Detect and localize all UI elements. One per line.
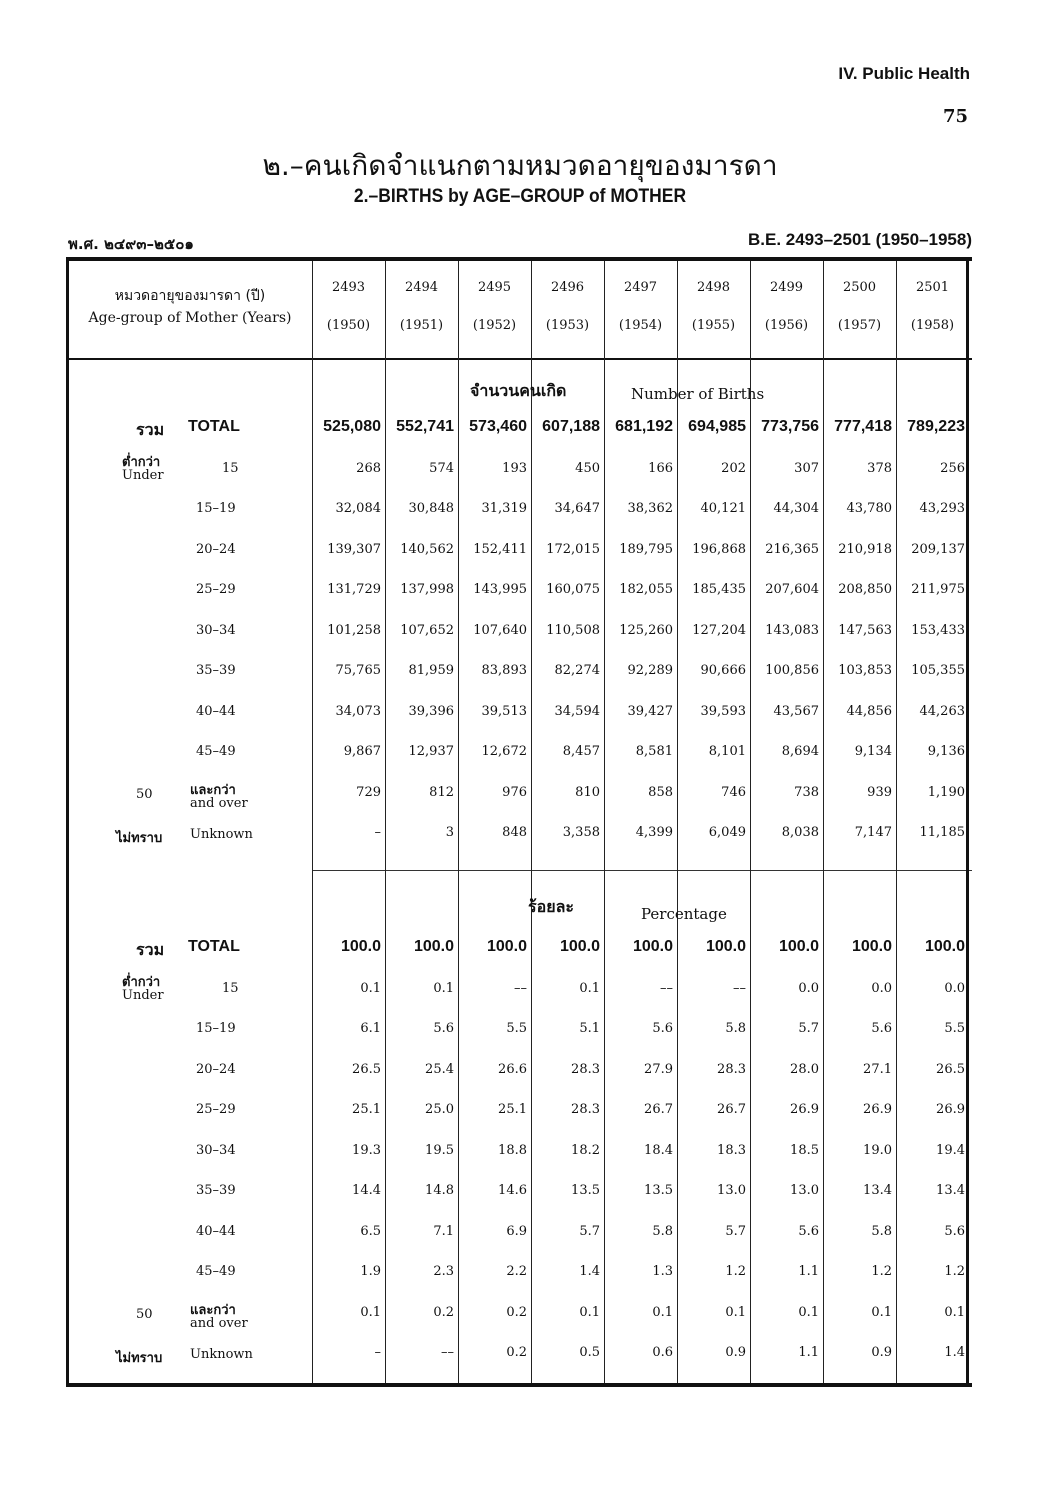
table-cell: 4,399 — [635, 825, 673, 840]
table-cell: 18.3 — [717, 1142, 746, 1158]
table-cell: 0.1 — [360, 980, 381, 996]
table-cell: 83,893 — [481, 663, 527, 678]
table-cell: 1.9 — [360, 1264, 381, 1279]
row-label-age: 45–49 — [196, 1264, 236, 1279]
table-cell: 525,080 — [323, 418, 381, 435]
year-ce-header: (1953) — [545, 318, 590, 333]
table-cell: 100.0 — [340, 938, 381, 955]
row-label-age: 45–49 — [196, 744, 236, 759]
section-title-english: Number of Births — [631, 385, 765, 403]
table-cell: 1.3 — [652, 1264, 673, 1279]
table-cell: 172,015 — [546, 541, 600, 557]
table-cell: 789,223 — [907, 418, 965, 435]
table-cell: 26.9 — [863, 1102, 892, 1117]
row-label-number: 50 — [136, 1306, 153, 1322]
table-cell: 5.8 — [871, 1223, 892, 1239]
table-cell: 8,101 — [708, 744, 746, 759]
row-label: Unknown — [190, 827, 253, 842]
table-cell: 210,918 — [838, 541, 892, 557]
row-label-age: 15 — [222, 460, 239, 476]
table-cell: 101,258 — [327, 622, 381, 638]
section-title-thai: ร้อยละ — [528, 897, 574, 916]
table-cell: 189,795 — [619, 541, 673, 557]
table-cell: 607,188 — [542, 418, 600, 435]
year-be-header: 2499 — [769, 280, 804, 295]
row-label-age: 40–44 — [196, 1223, 236, 1239]
table-cell: 143,083 — [765, 622, 819, 638]
table-cell: 2.2 — [506, 1264, 527, 1279]
table-cell: 34,594 — [554, 703, 600, 719]
table-cell: 256 — [940, 460, 965, 476]
table-cell: 127,204 — [692, 622, 746, 638]
table-cell: 450 — [575, 460, 600, 476]
year-be-header: 2494 — [404, 280, 439, 295]
table-cell: 1.2 — [944, 1264, 965, 1279]
table-cell: –– — [441, 1345, 454, 1360]
table-cell: 39,513 — [481, 703, 527, 719]
table-cell: 143,995 — [473, 582, 527, 597]
table-cell: 14.6 — [498, 1183, 527, 1198]
table-cell: 0.1 — [652, 1304, 673, 1320]
table-cell: 43,780 — [846, 501, 892, 516]
table-cell: 44,856 — [846, 703, 892, 719]
table-cell: 13.5 — [571, 1183, 600, 1198]
table-cell: 196,868 — [692, 541, 746, 557]
table-cell: 13.4 — [936, 1183, 965, 1198]
table-cell: 1.1 — [798, 1264, 819, 1279]
year-be-header: 2498 — [696, 280, 731, 295]
table-cell: 810 — [575, 784, 600, 800]
table-cell: 5.5 — [944, 1021, 965, 1036]
table-cell: 9,136 — [927, 744, 965, 759]
table-cell: 6.1 — [360, 1021, 381, 1036]
table-cell: 1.4 — [579, 1264, 600, 1279]
row-label-thai: ไม่ทราบ — [116, 831, 163, 846]
table-cell: 1,190 — [927, 784, 965, 800]
table-cell: 25.4 — [425, 1061, 454, 1077]
table-cell: 268 — [356, 460, 381, 476]
table-cell: 100.0 — [632, 938, 673, 955]
table-cell: 0.2 — [506, 1304, 527, 1320]
table-cell: 5.7 — [798, 1021, 819, 1036]
table-cell: 26.5 — [352, 1061, 381, 1077]
table-cell: 0.0 — [944, 980, 965, 996]
table-cell: 0.1 — [871, 1304, 892, 1320]
table-cell: 5.5 — [506, 1021, 527, 1036]
table-cell: 39,427 — [627, 703, 673, 719]
table-cell: 12,672 — [481, 744, 527, 759]
table-cell: 573,460 — [469, 418, 527, 435]
table-cell: 3,358 — [562, 825, 600, 840]
table-cell: 773,756 — [761, 418, 819, 435]
table-cell: 139,307 — [327, 541, 381, 557]
table-cell: 5.6 — [944, 1223, 965, 1239]
table-cell: 12,937 — [408, 744, 454, 759]
row-label-thai: ไม่ทราบ — [116, 1351, 163, 1366]
row-label-age: 20–24 — [196, 541, 236, 557]
table-cell: 43,567 — [773, 703, 819, 719]
year-be-header: 2496 — [550, 280, 585, 295]
table-cell: 8,581 — [635, 744, 673, 759]
table-cell: 939 — [867, 784, 892, 800]
table-cell: 105,355 — [911, 663, 965, 678]
table-right-border — [966, 257, 969, 1387]
table-cell: 18.4 — [644, 1142, 673, 1158]
table-cell: 185,435 — [692, 582, 746, 597]
table-cell: 92,289 — [627, 663, 673, 678]
year-ce-header: (1952) — [472, 318, 517, 333]
table-cell: 166 — [648, 460, 673, 476]
table-cell: 26.7 — [644, 1102, 673, 1117]
year-be-header: 2501 — [915, 280, 950, 295]
table-cell: – — [374, 1345, 381, 1360]
table-cell: 5.8 — [652, 1223, 673, 1239]
row-label-thai: ต่ำกว่า — [122, 454, 161, 470]
year-be-header: 2500 — [842, 280, 877, 295]
table-cell: –– — [660, 980, 673, 996]
table-cell: 18.8 — [498, 1142, 527, 1158]
table-cell: 18.2 — [571, 1142, 600, 1158]
page-number: 75 — [942, 106, 968, 127]
table-cell: 777,418 — [834, 418, 892, 435]
table-cell: 0.1 — [579, 980, 600, 996]
table-cell: 746 — [721, 784, 746, 800]
table-cell: 81,959 — [408, 663, 454, 678]
row-label-age: 15 — [222, 980, 239, 996]
period-english: B.E. 2493–2501 (1950–1958) — [747, 230, 972, 249]
table-cell: 0.9 — [725, 1345, 746, 1360]
table-cell: 82,274 — [554, 663, 600, 678]
row-label-number: 50 — [136, 786, 153, 802]
table-cell: 0.2 — [506, 1345, 527, 1360]
row-label-age: 30–34 — [196, 622, 236, 638]
table-cell: 38,362 — [627, 501, 673, 516]
table-cell: 207,604 — [765, 582, 819, 597]
table-cell: 100.0 — [924, 938, 965, 955]
table-cell: 976 — [502, 784, 527, 800]
table-cell: 39,396 — [408, 703, 454, 719]
row-label-age: 25–29 — [196, 582, 236, 597]
table-cell: 0.9 — [871, 1345, 892, 1360]
row-label-age: 20–24 — [196, 1061, 236, 1077]
table-cell: 44,304 — [773, 501, 819, 516]
table-cell: 0.1 — [944, 1304, 965, 1320]
table-cell: 858 — [648, 784, 673, 800]
table-cell: 307 — [794, 460, 819, 476]
table-cell: 13.0 — [790, 1183, 819, 1198]
table-cell: 5.6 — [433, 1021, 454, 1036]
table-cell: 26.6 — [498, 1061, 527, 1077]
table-cell: 209,137 — [911, 541, 965, 557]
table-cell: 137,998 — [400, 582, 454, 597]
table-cell: 208,850 — [838, 582, 892, 597]
table-cell: 5.6 — [871, 1021, 892, 1036]
row-label: TOTAL — [188, 938, 240, 955]
table-cell: 25.0 — [425, 1102, 454, 1117]
table-cell: 26.7 — [717, 1102, 746, 1117]
table-cell: 552,741 — [396, 418, 454, 435]
table-cell: 729 — [356, 784, 381, 800]
table-cell: 9,867 — [343, 744, 381, 759]
table-cell: 8,694 — [781, 744, 819, 759]
table-cell: 26.9 — [936, 1102, 965, 1117]
table-cell: 147,563 — [838, 622, 892, 638]
table-cell: 0.2 — [433, 1304, 454, 1320]
table-cell: 202 — [721, 460, 746, 476]
period-thai: พ.ศ. ๒๔๙๓–๒๕๐๑ — [68, 235, 194, 253]
table-cell: 100.0 — [778, 938, 819, 955]
table-cell: 14.4 — [352, 1183, 381, 1198]
table-bottom-rule — [66, 1383, 972, 1387]
table-cell: 0.1 — [725, 1304, 746, 1320]
table-title-english: 2.–BIRTHS by AGE–GROUP of MOTHER — [353, 186, 687, 207]
table-cell: 100.0 — [413, 938, 454, 955]
table-cell: 5.6 — [652, 1021, 673, 1036]
section-header: IV. Public Health — [838, 64, 970, 83]
row-label-age: 30–34 — [196, 1142, 236, 1158]
table-cell: 13.5 — [644, 1183, 673, 1198]
row-label-age: 35–39 — [196, 663, 236, 678]
row-label-age: 35–39 — [196, 1183, 236, 1198]
table-cell: 25.1 — [352, 1102, 381, 1117]
year-ce-header: (1955) — [691, 318, 736, 333]
table-left-border — [66, 257, 69, 1387]
table-cell: 28.3 — [571, 1102, 600, 1117]
row-label: Unknown — [190, 1347, 253, 1362]
table-cell: 28.3 — [717, 1061, 746, 1077]
section-title-thai: จำนวนคนเกิด — [470, 381, 567, 400]
table-cell: 110,508 — [546, 622, 600, 638]
table-cell: 28.0 — [790, 1061, 819, 1077]
table-cell: 100.0 — [559, 938, 600, 955]
age-group-header-thai: หมวดอายุของมารดา (ปี) — [114, 288, 266, 304]
table-cell: 5.1 — [579, 1021, 600, 1036]
table-cell: 107,640 — [473, 622, 527, 638]
table-cell: 160,075 — [546, 582, 600, 597]
age-group-header-english: Age-group of Mother (Years) — [88, 310, 292, 326]
table-cell: 32,084 — [335, 501, 381, 516]
table-cell: 100.0 — [486, 938, 527, 955]
row-label-english: and over — [190, 795, 248, 811]
table-top-rule — [66, 257, 972, 261]
table-cell: 738 — [794, 784, 819, 800]
table-cell: 8,038 — [781, 825, 819, 840]
table-cell: 18.5 — [790, 1142, 819, 1158]
table-cell: 0.1 — [360, 1304, 381, 1320]
row-label-thai: รวม — [136, 940, 165, 959]
table-cell: 100.0 — [705, 938, 746, 955]
year-ce-header: (1956) — [764, 318, 809, 333]
row-label-thai: ต่ำกว่า — [122, 974, 161, 990]
section-title-english: Percentage — [641, 905, 727, 923]
table-cell: 39,593 — [700, 703, 746, 719]
year-be-header: 2497 — [623, 280, 658, 295]
header-bottom-rule — [66, 358, 972, 360]
year-ce-header: (1950) — [326, 318, 371, 333]
table-cell: 25.1 — [498, 1102, 527, 1117]
table-cell: 5.7 — [725, 1223, 746, 1239]
table-cell: 125,260 — [619, 622, 673, 638]
row-label-thai: รวม — [136, 420, 165, 439]
table-cell: 34,647 — [554, 501, 600, 516]
table-cell: 0.0 — [798, 980, 819, 996]
table-cell: 19.3 — [352, 1142, 381, 1158]
table-cell: 153,433 — [911, 622, 965, 638]
table-cell: 0.1 — [798, 1304, 819, 1320]
table-cell: 0.1 — [433, 980, 454, 996]
table-cell: – — [374, 825, 381, 840]
table-cell: 193 — [502, 460, 527, 476]
table-cell: 378 — [867, 460, 892, 476]
row-label-age: 15–19 — [196, 501, 236, 516]
row-label-english: Under — [122, 467, 164, 483]
row-label-age: 15–19 — [196, 1021, 236, 1036]
year-ce-header: (1957) — [837, 318, 882, 333]
row-label-age: 25–29 — [196, 1102, 236, 1117]
table-cell: 100,856 — [765, 663, 819, 678]
table-cell: 812 — [429, 784, 454, 800]
table-cell: 40,121 — [700, 501, 746, 516]
table-cell: 8,457 — [562, 744, 600, 759]
year-ce-header: (1951) — [399, 318, 444, 333]
table-cell: 26.5 — [936, 1061, 965, 1077]
table-cell: 848 — [502, 825, 527, 840]
table-cell: 75,765 — [335, 663, 381, 678]
year-ce-header: (1958) — [910, 318, 955, 333]
table-cell: 694,985 — [688, 418, 746, 435]
table-cell: 7,147 — [854, 825, 892, 840]
row-label-age: 40–44 — [196, 703, 236, 719]
table-cell: 5.7 — [579, 1223, 600, 1239]
table-cell: 27.1 — [863, 1061, 892, 1077]
table-cell: 14.8 — [425, 1183, 454, 1198]
table-cell: 574 — [429, 460, 454, 476]
table-cell: –– — [733, 980, 746, 996]
year-be-header: 2495 — [477, 280, 512, 295]
row-label-english: Under — [122, 987, 164, 1003]
table-cell: 100.0 — [851, 938, 892, 955]
table-cell: 90,666 — [700, 663, 746, 678]
table-cell: 0.6 — [652, 1345, 673, 1360]
table-cell: 0.5 — [579, 1345, 600, 1360]
row-label-thai: และกว่า — [190, 782, 236, 798]
table-cell: 6.5 — [360, 1223, 381, 1239]
table-cell: 216,365 — [765, 541, 819, 557]
table-cell: 13.4 — [863, 1183, 892, 1198]
table-cell: 140,562 — [400, 541, 454, 557]
table-cell: 211,975 — [911, 582, 965, 597]
table-cell: 0.0 — [871, 980, 892, 996]
table-cell: 103,853 — [838, 663, 892, 678]
table-cell: 43,293 — [919, 501, 965, 516]
table-cell: 681,192 — [615, 418, 673, 435]
table-cell: 0.1 — [579, 1304, 600, 1320]
table-cell: 26.9 — [790, 1102, 819, 1117]
table-cell: 44,263 — [919, 703, 965, 719]
table-cell: 131,729 — [327, 582, 381, 597]
row-label-english: and over — [190, 1315, 248, 1331]
table-cell: 6,049 — [708, 825, 746, 840]
table-cell: 27.9 — [644, 1061, 673, 1077]
table-cell: 3 — [445, 825, 454, 840]
table-cell: 11,185 — [919, 825, 965, 840]
table-cell: 19.5 — [425, 1142, 454, 1158]
table-cell: 30,848 — [408, 501, 454, 516]
section-divider-rule — [312, 870, 972, 871]
table-cell: –– — [514, 980, 527, 996]
table-cell: 6.9 — [506, 1223, 527, 1239]
table-cell: 7.1 — [433, 1223, 454, 1239]
table-cell: 9,134 — [854, 744, 892, 759]
row-label-thai: และกว่า — [190, 1302, 236, 1318]
table-cell: 19.0 — [863, 1142, 892, 1158]
table-cell: 1.1 — [798, 1345, 819, 1360]
year-ce-header: (1954) — [618, 318, 663, 333]
table-cell: 31,319 — [481, 501, 527, 516]
table-cell: 1.2 — [871, 1264, 892, 1279]
table-cell: 19.4 — [936, 1142, 965, 1158]
table-cell: 5.6 — [798, 1223, 819, 1239]
table-cell: 5.8 — [725, 1021, 746, 1036]
table-cell: 28.3 — [571, 1061, 600, 1077]
table-cell: 107,652 — [400, 622, 454, 638]
table-cell: 2.3 — [433, 1264, 454, 1279]
table-cell: 13.0 — [717, 1183, 746, 1198]
row-label: TOTAL — [188, 418, 240, 435]
table-title-thai: ๒.–คนเกิดจำแนกตามหมวดอายุของมารดา — [262, 149, 778, 182]
table-cell: 34,073 — [335, 703, 381, 719]
table-cell: 182,055 — [619, 582, 673, 597]
table-cell: 152,411 — [473, 541, 527, 557]
table-cell: 1.2 — [725, 1264, 746, 1279]
table-cell: 1.4 — [944, 1345, 965, 1360]
year-be-header: 2493 — [331, 280, 366, 295]
